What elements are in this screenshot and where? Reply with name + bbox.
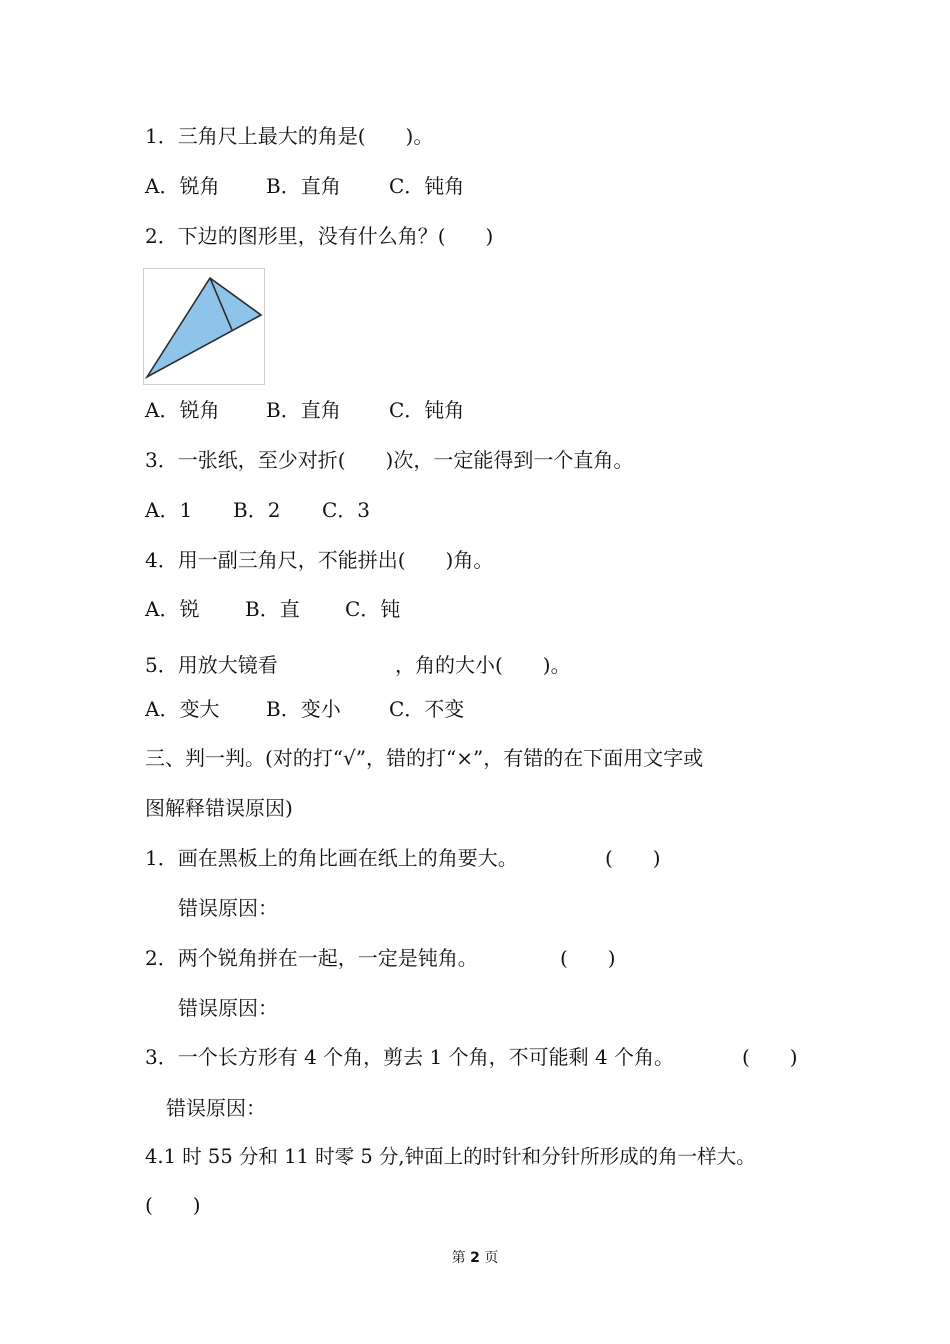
- question-5-part-b: ，角的大小( )。: [395, 653, 571, 677]
- judge-4: 4.1 时 55 分和 11 时零 5 分,钟面上的时针和分针所形成的角一样大。: [145, 1145, 756, 1168]
- q2-option-b: B．直角: [266, 398, 341, 422]
- judge-2-reason: 错误原因：: [178, 996, 278, 1020]
- judge-3-reason: 错误原因：: [166, 1096, 266, 1120]
- judge-1: 1．画在黑板上的角比画在纸上的角要大。: [145, 846, 518, 870]
- q2-option-c: C．钝角: [389, 398, 465, 422]
- page-footer: [0, 1249, 950, 1267]
- page-number: 2: [470, 1250, 480, 1266]
- triangle-figure: [143, 268, 265, 385]
- section-3-heading-cont: 图解释错误原因): [145, 796, 293, 820]
- judge-1-reason: 错误原因：: [178, 896, 278, 920]
- judge-1-paren: ( ): [605, 846, 661, 870]
- q5-option-c: C．不变: [389, 697, 465, 721]
- q1-option-a: A．锐角: [145, 174, 220, 198]
- q2-option-a: A．锐角: [145, 398, 220, 422]
- q4-option-a: A．锐: [145, 597, 200, 621]
- judge-2: 2．两个锐角拼在一起，一定是钝角。: [145, 946, 478, 970]
- question-2: 2．下边的图形里，没有什么角？( ): [145, 224, 494, 248]
- q3-option-c: C．3: [322, 498, 371, 522]
- q3-option-b: B．2: [233, 498, 281, 522]
- q1-option-c: C．钝角: [389, 174, 465, 198]
- judge-3-paren: ( ): [742, 1045, 798, 1069]
- triangle-icon: [144, 269, 264, 384]
- footer-suffix: 页: [484, 1250, 499, 1266]
- q4-option-c: C．钝: [345, 597, 401, 621]
- question-5-part-a: 5．用放大镜看: [145, 653, 278, 677]
- judge-2-paren: ( ): [560, 946, 616, 970]
- question-4: 4．用一副三角尺，不能拼出( )角。: [145, 548, 494, 572]
- q4-option-b: B．直: [245, 597, 300, 621]
- q1-option-b: B．直角: [266, 174, 341, 198]
- question-3: 3．一张纸，至少对折( )次，一定能得到一个直角。: [145, 448, 634, 472]
- question-1: 1．三角尺上最大的角是( )。: [145, 124, 434, 148]
- footer-prefix: 第: [451, 1250, 466, 1266]
- judge-4-paren: ( ): [145, 1193, 201, 1217]
- q5-option-a: A．变大: [145, 697, 220, 721]
- q5-option-b: B．变小: [266, 697, 341, 721]
- section-3-heading: 三、判一判。(对的打“√”，错的打“×”，有错的在下面用文字或: [145, 746, 704, 770]
- judge-3: 3．一个长方形有 4 个角，剪去 1 个角，不可能剩 4 个角。: [145, 1045, 675, 1069]
- q3-option-a: A．1: [145, 498, 193, 522]
